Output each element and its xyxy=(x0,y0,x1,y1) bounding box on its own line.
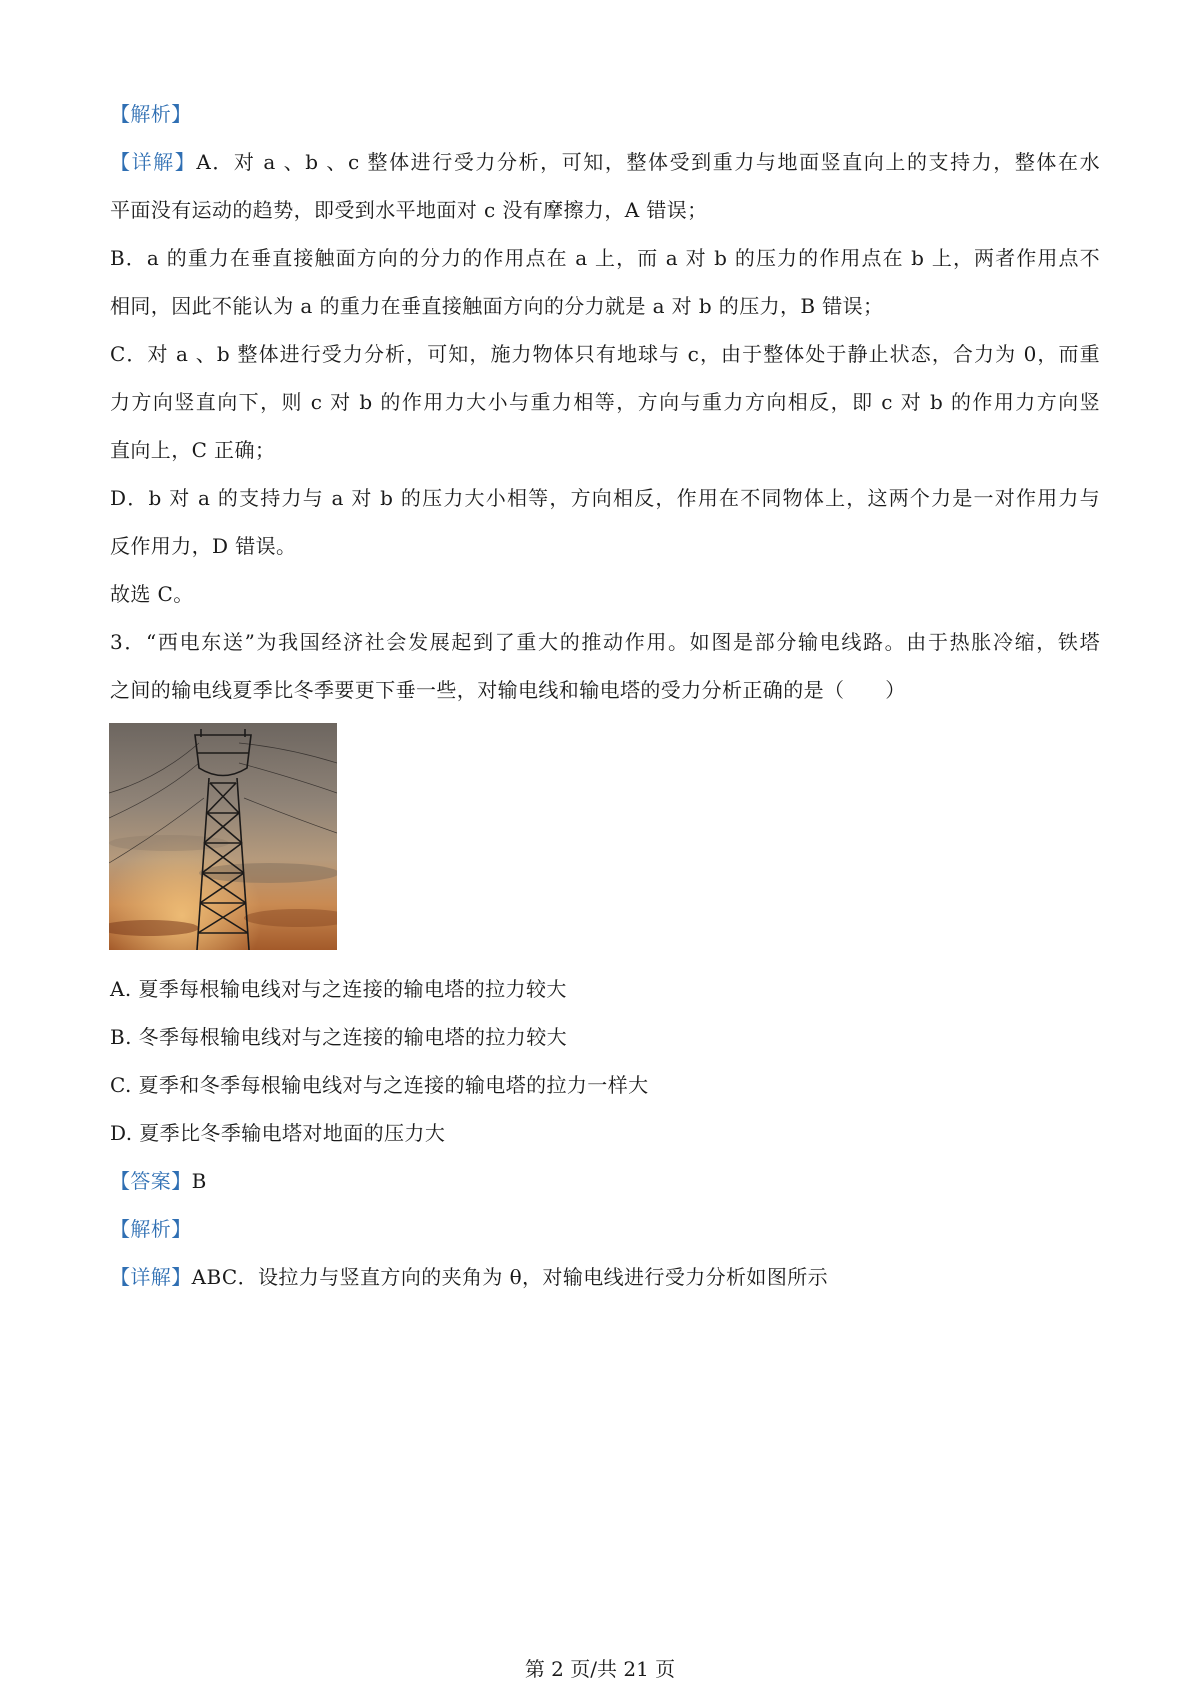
option-a: A. 夏季每根输电线对与之连接的输电塔的拉力较大 xyxy=(110,977,567,1001)
explanation-line: 直向上，C 正确； xyxy=(110,438,276,462)
option-d: D. 夏季比冬季输电塔对地面的压力大 xyxy=(110,1121,446,1145)
explanation-line: D．b 对 a 的支持力与 a 对 b 的压力大小相等，方向相反，作用在不同物体上，这两个力是一对作用力与 xyxy=(110,486,1100,510)
answer-label: 【答案】 xyxy=(110,1169,192,1193)
answer-value: B xyxy=(191,1169,207,1193)
transmission-tower-photo xyxy=(109,723,337,950)
explanation-line: B．a 的重力在垂直接触面方向的分力的作用点在 a 上，而 a 对 b 的压力的作用点在 b 上，两者作用点不 xyxy=(110,246,1100,270)
explanation-line: 【详解】A．对 a 、b 、c 整体进行受力分析，可知，整体受到重力与地面竖直向上的支持力，整体在水 xyxy=(110,150,1100,174)
analysis-label: 【解析】 xyxy=(110,102,192,126)
answer-line xyxy=(110,1167,1100,1195)
explanation-line: 反作用力，D 错误。 xyxy=(110,534,297,558)
explanation-line: 【详解】ABC．设拉力与竖直方向的夹角为 θ，对输电线进行受力分析如图所示 xyxy=(110,1265,829,1289)
question-stem-line: 3．“西电东送”为我国经济社会发展起到了重大的推动作用。如图是部分输电线路。由于热胀冷缩，铁塔 xyxy=(110,630,1100,654)
explanation-line: 力方向竖直向下，则 c 对 b 的作用力大小与重力相等，方向与重力方向相反，即 c 对 b 的作用力方向竖 xyxy=(110,390,1100,414)
explanation-line: 相同，因此不能认为 a 的重力在垂直接触面方向的分力就是 a 对 b 的压力，B 错误； xyxy=(110,294,884,318)
option-b: B. 冬季每根输电线对与之连接的输电塔的拉力较大 xyxy=(110,1025,568,1049)
option-c: C. 夏季和冬季每根输电线对与之连接的输电塔的拉力一样大 xyxy=(110,1073,649,1097)
explanation-line: C．对 a 、b 整体进行受力分析，可知，施力物体只有地球与 c，由于整体处于静止状态，合力为 0，而重 xyxy=(110,342,1100,366)
conclusion-line: 故选 C。 xyxy=(110,582,194,606)
analysis-label: 【解析】 xyxy=(110,1217,192,1241)
explanation-label: 【详解】 xyxy=(110,150,197,174)
question-stem-line: 之间的输电线夏季比冬季要更下垂一些，对输电线和输电塔的受力分析正确的是（ ） xyxy=(110,678,906,702)
explanation-label: 【详解】 xyxy=(110,1265,192,1289)
explanation-line: 平面没有运动的趋势，即受到水平地面对 c 没有摩擦力，A 错误； xyxy=(110,198,708,222)
page-footer: 第 2 页/共 21 页 xyxy=(524,1657,676,1681)
